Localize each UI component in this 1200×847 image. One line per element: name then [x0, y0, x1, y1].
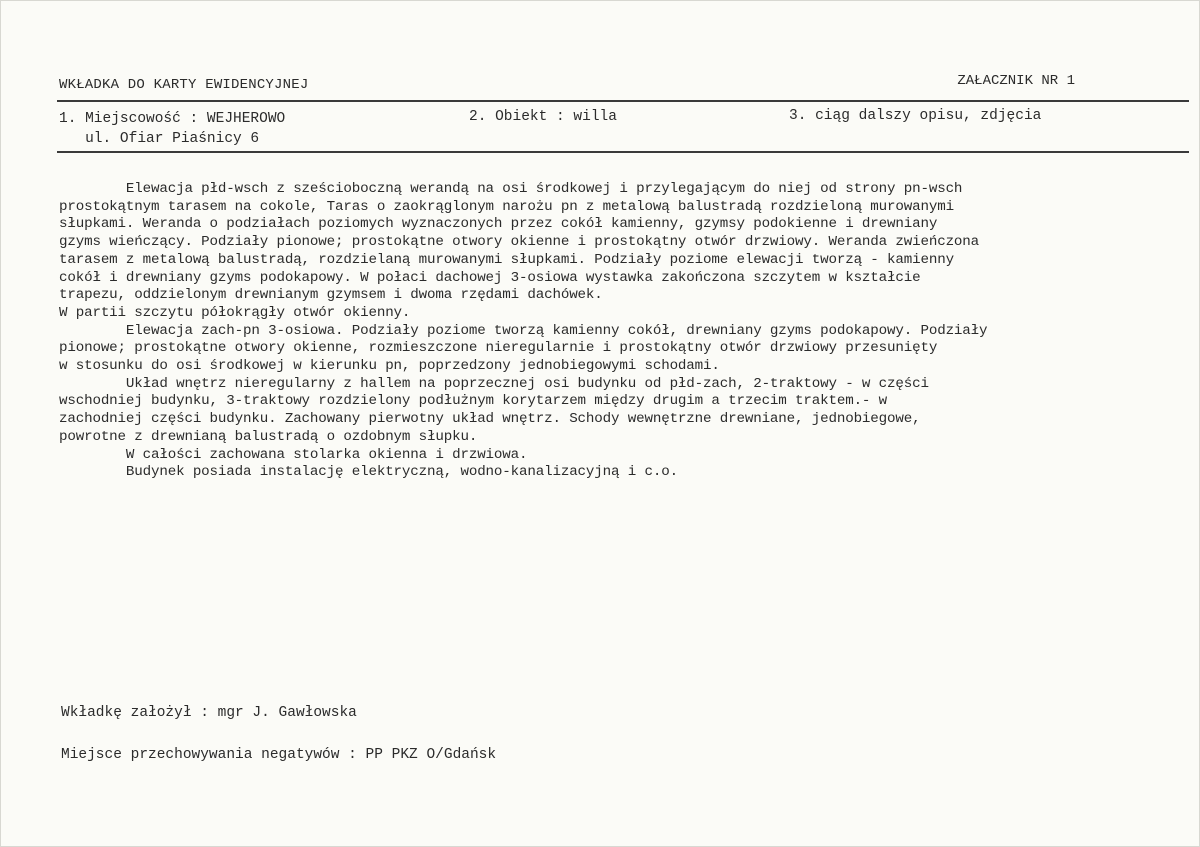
description-line: gzyms wieńczący. Podziały pionowe; prostokątne otwory okienne i prostokątny otwór drzwiowy. Weranda zwieńczona — [59, 234, 980, 251]
description-body — [59, 181, 1199, 482]
created-by: Wkładkę założył : mgr J. Gawłowska — [61, 705, 357, 721]
description-line: zachodniej części budynku. Zachowany pierwotny układ wnętrz. Schody wewnętrzne drewniane, jednobiegowe, — [59, 411, 921, 428]
description-line: pionowe; prostokątne otwory okienne, rozmieszczone nieregularnie i prostokątny otwór drzwiowy przesunięty — [59, 340, 938, 357]
description-line: Elewacja płd-wsch z sześcioboczną werandą na osi środkowej i przylegającym do niej od strony pn-wsch — [59, 181, 963, 197]
description-line: wschodniej budynku, 3-traktowy rozdzielony podłużnym korytarzem między drugim a trzecim traktem.- w — [59, 393, 888, 410]
negatives-location: Miejsce przechowywania negatywów : PP PKZ O/Gdańsk — [61, 747, 497, 763]
header-divider — [57, 100, 1189, 102]
description-line: cokół i drewniany gzyms podokapowy. W połaci dachowej 3-osiowa wystawka zakończona szczytem w kształcie — [59, 269, 921, 286]
description-line: Elewacja zach-pn 3-osiowa. Podziały poziome tworzą kamienny cokół, drewniany gzyms podokapowy. Podziały — [59, 322, 988, 339]
description-line: słupkami. Weranda o podziałach poziomych wyznaczonych przez cokół kamienny, gzymsy podokienne i drewniany — [59, 216, 938, 233]
object-field: 2. Obiekt : willa — [469, 109, 617, 125]
description-line: Budynek posiada instalację elektryczną, wodno-kanalizacyjną i c.o. — [59, 464, 678, 481]
locality-line-1: 1. Miejscowość : WEJHEROWO — [59, 111, 286, 127]
description-line: Układ wnętrz nieregularny z hallem na poprzecznej osi budynku od płd-zach, 2-traktowy - w części — [59, 375, 929, 392]
fields-divider — [57, 151, 1189, 153]
description-line: powrotne z drewnianą balustradą o ozdobnym słupku. — [59, 428, 478, 445]
card-title: WKŁADKA DO KARTY EWIDENCYJNEJ — [59, 77, 309, 93]
description-line: W partii szczytu półokrągły otwór okienny. — [59, 304, 411, 321]
locality-field — [59, 109, 285, 149]
locality-line-2: ul. Ofiar Piaśnicy 6 — [59, 131, 260, 147]
description-line: tarasem z metalową balustradą, rozdzielaną murowanymi słupkami. Podziały poziome elewacji tworzą - kamienny — [59, 251, 954, 268]
continuation-field: 3. ciąg dalszy opisu, zdjęcia — [789, 108, 1042, 124]
annex-label: ZAŁACZNIK NR 1 — [957, 73, 1075, 89]
description-line: trapezu, oddzielonym drewnianym gzymsem i dwoma rzędami dachówek. — [59, 287, 603, 304]
description-line: W całości zachowana stolarka okienna i drzwiowa. — [59, 446, 528, 463]
description-line: w stosunku do osi środkowej w kierunku pn, poprzedzony jednobiegowymi schodami. — [59, 358, 720, 375]
description-line: prostokątnym tarasem na cokole, Taras o zaokrąglonym narożu pn z metalową balustradą rozdzieloną murowanymi — [59, 198, 954, 215]
